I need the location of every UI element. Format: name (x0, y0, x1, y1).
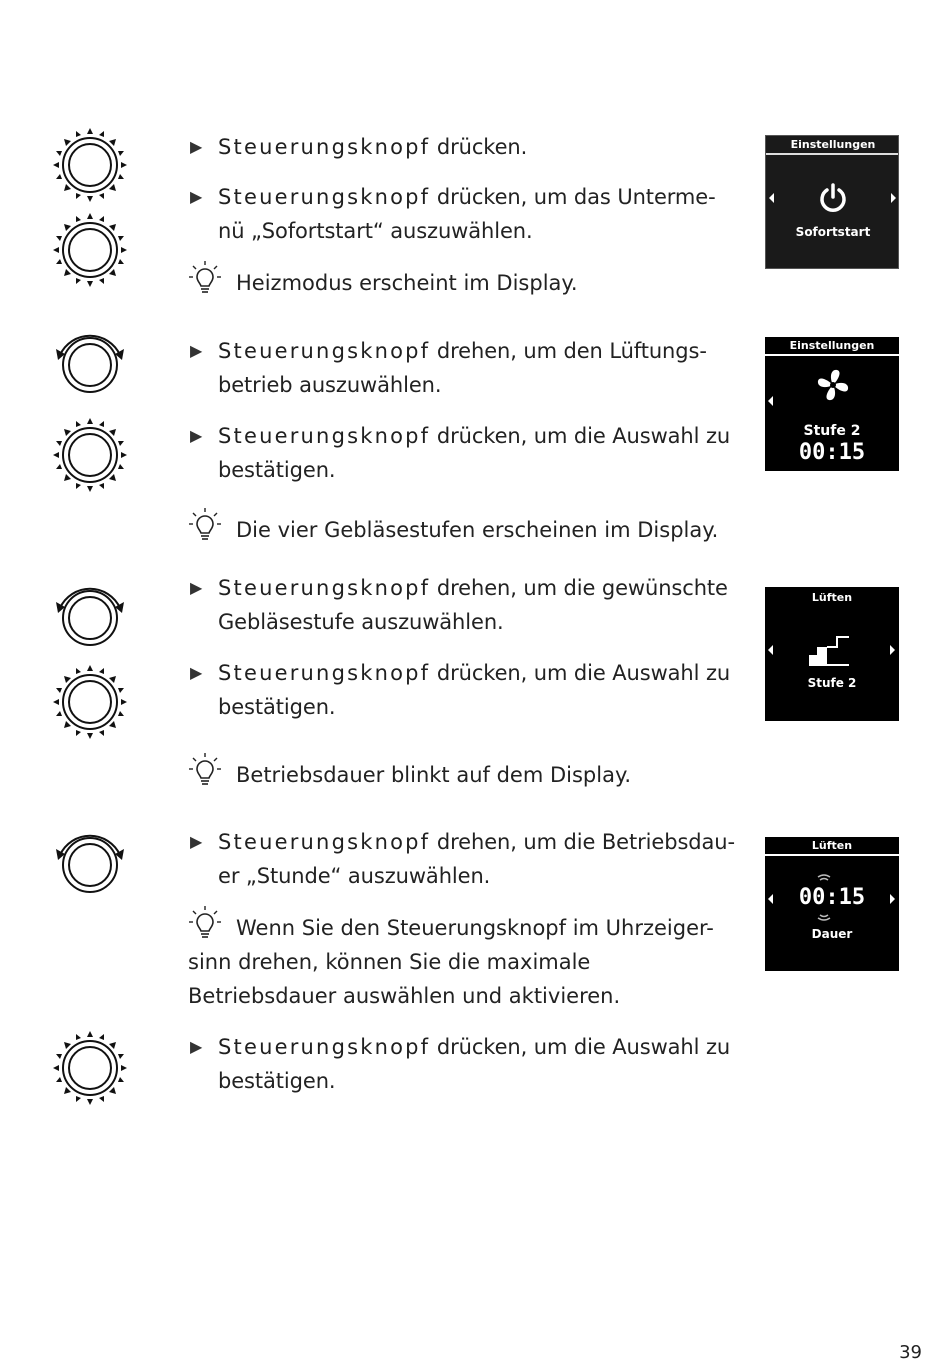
step-text: drehen, um die gewünschte Gebläsestufe auszuwählen. (218, 576, 728, 634)
step-keyword: Steuerungsknopf (218, 339, 431, 363)
screen-header: Einstellungen (765, 337, 899, 356)
screen-time-value: 00:15 (798, 440, 866, 465)
right-arrow-icon (890, 645, 895, 655)
instruction-step (190, 825, 750, 893)
instruction-step (190, 180, 750, 248)
lightbulb-icon (188, 752, 222, 788)
press-knob-icon (50, 662, 130, 742)
step-arrow-icon: ▶ (190, 187, 203, 206)
left-arrow-icon (768, 396, 773, 406)
screen-label: Sofortstart (795, 225, 871, 239)
power-icon (817, 182, 849, 214)
press-knob-icon (50, 1028, 130, 1108)
screen-label: Stufe 2 (807, 676, 857, 690)
lightbulb-icon (188, 905, 222, 941)
press-knob-icon (50, 415, 130, 495)
step-arrow-icon: ▶ (190, 1037, 203, 1056)
instruction-step (190, 130, 750, 164)
page-number: 39 (899, 1342, 922, 1363)
instruction-step (190, 656, 750, 724)
instruction-step (190, 419, 750, 487)
screen-header: Lüften (811, 591, 853, 604)
tip-note (188, 911, 738, 1013)
screen-label: Dauer (811, 927, 853, 941)
step-arrow-icon: ▶ (190, 341, 203, 360)
step-keyword: Steuerungsknopf (218, 135, 431, 159)
left-arrow-icon (768, 645, 773, 655)
screen-header: Lüften (765, 837, 899, 856)
tip-text: Die vier Gebläsestufen erscheinen im Display. (236, 518, 719, 542)
tip-note (188, 513, 748, 547)
tip-note (188, 266, 748, 300)
display-screen-duration (765, 837, 899, 971)
display-screen-sofortstart (765, 135, 899, 269)
step-arrow-icon: ▶ (190, 832, 203, 851)
turn-knob-icon (50, 578, 130, 658)
lightbulb-icon (188, 260, 222, 296)
display-screen-fan-level (765, 587, 899, 721)
screen-time-value: 00:15 (798, 885, 866, 910)
tip-text: Betriebsdauer blinkt auf dem Display. (236, 763, 632, 787)
right-arrow-icon (891, 193, 896, 203)
screen-header: Einstellungen (766, 136, 899, 155)
step-text: drücken, um die Auswahl zu bestätigen. (218, 661, 731, 719)
instruction-step (190, 1030, 750, 1098)
step-keyword: Steuerungsknopf (218, 185, 431, 209)
step-keyword: Steuerungsknopf (218, 661, 431, 685)
step-text: drücken, um das Unterme- nü „Sofortstart“ auszuwählen. (218, 185, 716, 243)
tip-note (188, 758, 748, 792)
step-text: drehen, um den Lüftungs- betrieb auszuwählen. (218, 339, 707, 397)
step-keyword: Steuerungsknopf (218, 830, 431, 854)
tip-text: Heizmodus erscheint im Display. (236, 271, 578, 295)
instruction-step (190, 571, 750, 639)
step-arrow-icon: ▶ (190, 663, 203, 682)
fan-level-icon (807, 631, 857, 667)
tip-text: Wenn Sie den Steuerungsknopf im Uhrzeiger-sinn drehen, können Sie die maximale Betriebsdauer auswählen und aktivieren. (188, 916, 714, 1008)
timer-icon (817, 873, 831, 883)
lightbulb-icon (188, 507, 222, 543)
step-keyword: Steuerungsknopf (218, 424, 431, 448)
step-arrow-icon: ▶ (190, 578, 203, 597)
step-text: drücken, um die Auswahl zu bestätigen. (218, 1035, 731, 1093)
turn-knob-icon (50, 825, 130, 905)
left-arrow-icon (769, 193, 774, 203)
timer-wave-icon (817, 912, 831, 922)
step-keyword: Steuerungsknopf (218, 1035, 431, 1059)
fan-icon (815, 367, 851, 403)
step-arrow-icon: ▶ (190, 426, 203, 445)
step-keyword: Steuerungsknopf (218, 576, 431, 600)
instruction-step (190, 334, 750, 402)
step-text: drehen, um die Betriebsdau- er „Stunde“ auszuwählen. (218, 830, 735, 888)
screen-label: Stufe 2 (803, 423, 861, 439)
step-arrow-icon: ▶ (190, 137, 203, 156)
press-knob-icon (50, 125, 130, 205)
step-text: drücken, um die Auswahl zu bestätigen. (218, 424, 731, 482)
step-text: drücken. (430, 135, 528, 159)
turn-knob-icon (50, 325, 130, 405)
display-screen-fan (765, 337, 899, 471)
press-knob-icon (50, 210, 130, 290)
